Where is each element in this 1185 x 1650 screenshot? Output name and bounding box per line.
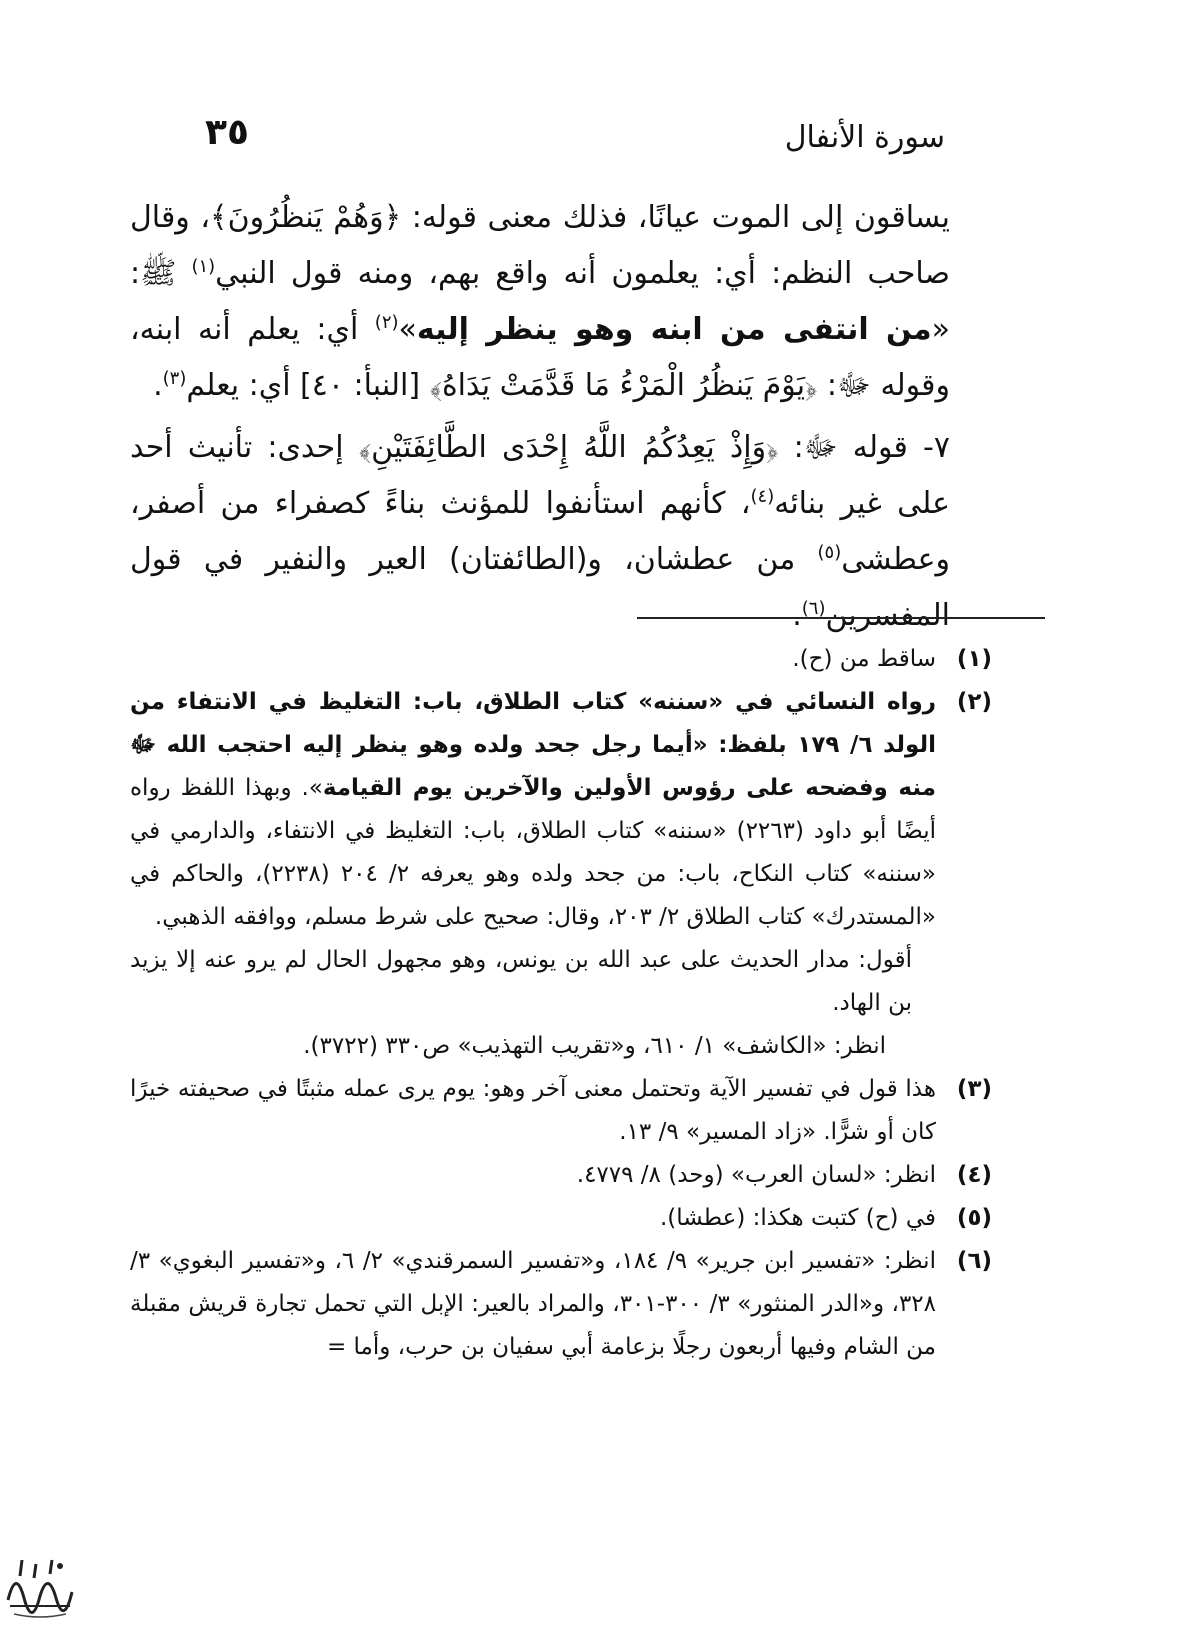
text-segment: يساقون إلى الموت عيانًا، فذلك معنى قوله: ﴿وَهُمْ يَنظُرُونَ﴾، وقال صاحب النظم: أي: يعلمون أنه واقع بهم، ومنه قول النبي — [130, 200, 950, 291]
footnote-number: (٤) — [956, 1162, 992, 1188]
text-segment: رواه النسائي في «سننه» كتاب الطلاق، باب: التغليظ في الانتفاء من الولد ٦/ ١٧٩ بلفظ: « — [130, 689, 936, 758]
footnote-text: ساقط من (ح). — [792, 646, 936, 672]
text-segment: ﷺ: « — [130, 256, 950, 347]
footnote-comment: أقول: مدار الحديث على عبد الله بن يونس، وهو مجهول الحال لم يرو عنه إلا يزيد بن الهاد. — [130, 947, 912, 1016]
text-segment: . — [792, 598, 802, 633]
footnote-number: (٣) — [956, 1076, 992, 1102]
hadith-quote: من انتفى من ابنه وهو ينظر إليه — [416, 312, 932, 347]
footnote-number: (١) — [956, 646, 992, 672]
text-segment: أي: يعلم أنه ابنه، وقوله ﷻ: ﴿يَوْمَ يَنظُرُ الْمَرْءُ مَا قَدَّمَتْ يَدَاهُ﴾ [النبأ: ٤٠] أي: يعلم — [130, 312, 950, 403]
text-segment: من عطشان، و(الطائفتان) العير والنفير في قول المفسرين — [130, 542, 950, 633]
footnote-text: انظر: «لسان العرب» (وحد) ٨/ ٤٧٧٩. — [576, 1162, 936, 1188]
footnote-number: (٦) — [956, 1248, 992, 1274]
footnote-text: في (ح) كتبت هكذا: (عطشا). — [659, 1205, 936, 1231]
text-segment: ، كأنهم استأنفوا للمؤنث بناءً كصفراء من أصفر، وعطشى — [130, 486, 950, 577]
footnote-divider — [637, 617, 1045, 619]
footnote-5 — [130, 1197, 992, 1240]
footnote-ref-5[interactable]: (٥) — [817, 542, 842, 563]
paragraph-2 — [130, 420, 950, 644]
footnote-text: هذا قول في تفسير الآية وتحتمل معنى آخر وهو: يوم يرى عمله مثبتًا في صحيفته خيرًا كان أو شرًّا. «زاد المسير» ٩/ ١٣. — [130, 1076, 936, 1145]
page-header — [205, 112, 945, 162]
footnotes — [130, 638, 992, 1369]
footnote-1 — [130, 638, 992, 681]
running-title: سورة الأنفال — [784, 120, 945, 155]
footnote-3 — [130, 1068, 992, 1154]
main-text — [130, 190, 950, 644]
publisher-logo — [0, 1548, 78, 1626]
text-segment: ٧- قوله ﷻ: ﴿وَإِذْ يَعِدُكُمُ اللَّهُ إِحْدَى الطَّائِفَتَيْنِ﴾ إحدى: تأنيث أحد على غير بنائه — [130, 430, 950, 521]
footnote-ref-6[interactable]: (٦) — [801, 598, 826, 619]
footnote-6 — [130, 1240, 992, 1369]
footnote-reference: انظر: «الكاشف» ١/ ٦١٠، و«تقريب التهذيب» ص٣٣٠ (٣٧٢٢). — [303, 1033, 886, 1059]
paragraph-1 — [130, 190, 950, 414]
footnote-ref-2[interactable]: (٢) — [374, 312, 399, 333]
footnote-ref-3[interactable]: (٣) — [162, 368, 187, 389]
footnote-number: (٢) — [956, 689, 992, 715]
footnote-ref-1[interactable]: (١) — [191, 256, 216, 277]
footnote-text: انظر: «تفسير ابن جرير» ٩/ ١٨٤، و«تفسير السمرقندي» ٢/ ٦، و«تفسير البغوي» ٣/ ٣٢٨، و«الدر المنثور» ٣/ ٣٠٠-٣٠١، والمراد بالعير: الإبل التي تحمل تجارة قريش مقبلة من الشام وفيها أربعون رجلًا بزعامة أبي سفيان بن حرب، وأما = — [130, 1248, 937, 1360]
text-segment: . — [153, 368, 163, 403]
text-segment: » — [398, 312, 417, 347]
footnote-text — [130, 681, 936, 939]
text-segment: ». وبهذا اللفظ رواه أيضًا أبو داود (٢٢٦٣) «سننه» كتاب الطلاق، باب: التغليظ في الانتفاء، والدارمي في «سننه» كتاب النكاح، باب: من جحد ولده وهو يعرفه ٢/ ٢٠٤ (٢٢٣٨)، والحاكم في «المستدرك» كتاب الطلاق ٢/ ٢٠٣، وقال: صحيح على شرط مسلم، ووافقه الذهبي. — [130, 775, 936, 930]
footnote-ref-4[interactable]: (٤) — [750, 486, 775, 507]
page-number: ٣٥ — [205, 112, 249, 153]
hadith-quote: أيما رجل جحد ولده وهو ينظر إليه احتجب الله ﷻ منه وفضحه على رؤوس الأولين والآخرين يوم القيامة — [130, 732, 936, 801]
footnote-number: (٥) — [956, 1205, 992, 1231]
footnote-2 — [130, 681, 992, 1068]
footnote-4 — [130, 1154, 992, 1197]
